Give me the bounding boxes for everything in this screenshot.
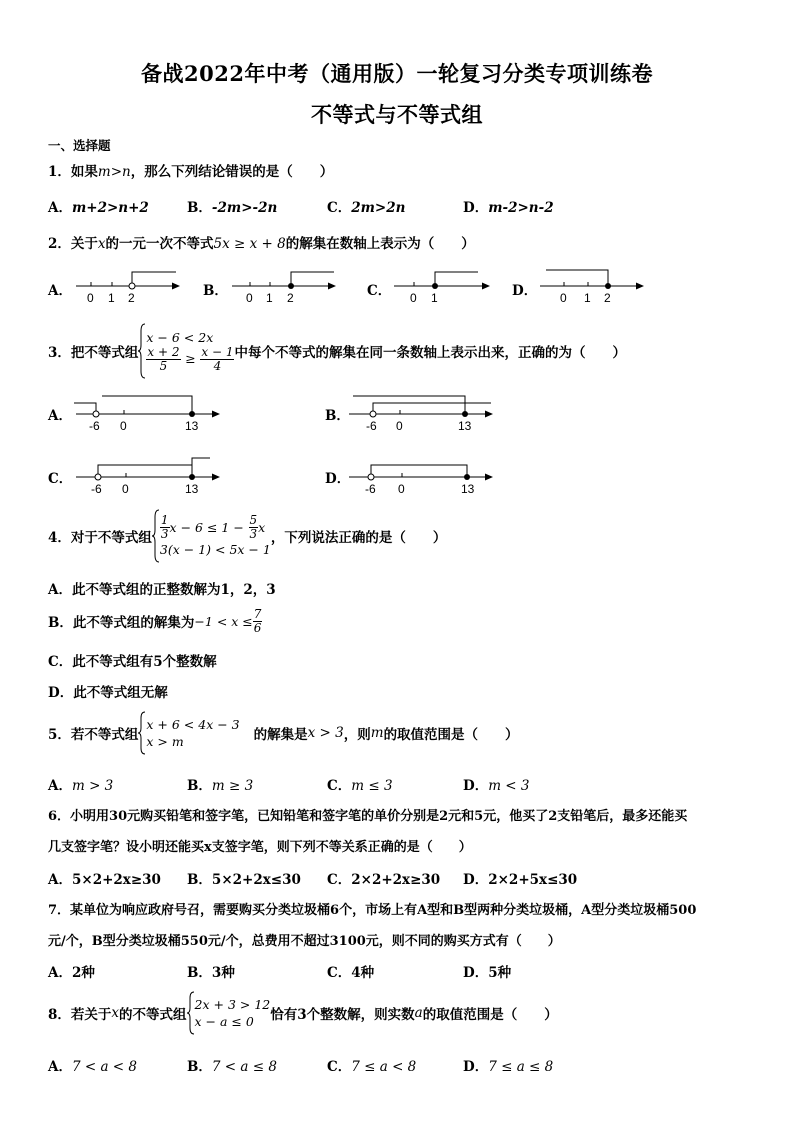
svg-text:1: 1 (584, 291, 591, 305)
svg-text:1: 1 (108, 291, 115, 305)
svg-text:13: 13 (185, 482, 199, 496)
svg-text:13: 13 (185, 419, 199, 433)
q8-option-d[interactable]: D．7 ≤ a ≤ 8 (463, 1059, 554, 1075)
q2-option-d-label[interactable]: D． (512, 283, 538, 299)
q5-brace (138, 711, 146, 755)
q5-system: x + 6 < 4x − 3 x > m (146, 717, 240, 749)
q7-option-d[interactable]: D．5种 (463, 965, 512, 981)
svg-text:0: 0 (120, 419, 127, 433)
q3-number-line-c (72, 453, 224, 497)
svg-text:13: 13 (458, 419, 472, 433)
q7-option-c[interactable]: C．4种 (327, 965, 375, 981)
q3-number-line-d (345, 453, 497, 497)
q3-option-a-label[interactable]: A． (48, 408, 72, 424)
q3-option-d-label[interactable]: D． (325, 471, 351, 487)
svg-text:0: 0 (246, 291, 253, 305)
q5-option-b[interactable]: B．m ≥ 3 (187, 778, 254, 794)
q1-condition: m>n (97, 164, 131, 180)
svg-text:2: 2 (128, 291, 135, 305)
question-5: 5．若不等式组 x + 6 < 4x − 3 x > m 的解集是 x > 3 ，则 m 的取值范围是（ ） (48, 710, 519, 756)
q8-option-c[interactable]: C．7 ≤ a < 8 (327, 1059, 417, 1075)
q7-option-a[interactable]: A．2种 (48, 965, 95, 981)
q7-option-b[interactable]: B．3种 (187, 965, 235, 981)
q6-option-c[interactable]: C．2×2+2x≥30 (327, 872, 441, 888)
q6-option-a[interactable]: A．5×2+2x≥30 (48, 872, 161, 888)
svg-text:0: 0 (410, 291, 417, 305)
q5-option-a[interactable]: A．m > 3 (48, 778, 114, 794)
q3-system: x − 6 < 2x $\frac{x + 2}{5}$ ≥ $\frac{x - 1}{4}$ (146, 330, 234, 373)
q2-inequality: 5x ≥ x + 8 (213, 236, 286, 252)
q2-option-b-label[interactable]: B． (203, 283, 228, 299)
svg-text:0: 0 (122, 482, 129, 496)
question-6-line-2: 几支签字笔？设小明还能买x支签字笔，则下列不等关系正确的是（ ） (48, 840, 472, 855)
q4-system: $\frac{1}{3}$ x − 6 ≤ 1 − $\frac{5}{3}$ x 3(x − 1) < 5x − 1 (159, 513, 271, 557)
svg-text:-6: -6 (365, 482, 376, 496)
q8-option-b[interactable]: B．7 < a ≤ 8 (187, 1059, 277, 1075)
svg-text:0: 0 (560, 291, 567, 305)
q2-number-line-c (390, 265, 494, 307)
svg-text:2: 2 (604, 291, 611, 305)
question-2: 2．关于x的一元一次不等式5x ≥ x + 8的解集在数轴上表示为（ ） (48, 236, 475, 252)
q2-option-c-label[interactable]: C． (367, 283, 392, 299)
q2-number-line-d (536, 265, 648, 307)
q1-option-b[interactable]: B．-2m>-2n (187, 200, 278, 216)
svg-text:0: 0 (396, 419, 403, 433)
q4-option-b[interactable]: B．此不等式组的解集为 −1 < x ≤ $\frac{7}{6}$ (48, 606, 262, 635)
q3-brace (138, 323, 146, 379)
page-title: 备战2022年中考（通用版）一轮复习分类专项训练卷 (141, 61, 653, 86)
q4-option-c[interactable]: C．此不等式组有5个整数解 (48, 654, 217, 670)
q5-option-d[interactable]: D．m < 3 (463, 778, 530, 794)
question-7-line-1: 7．某单位为响应政府号召，需要购买分类垃圾桶6个，市场上有A型和B型两种分类垃圾桶，A型分类垃圾桶500 (48, 903, 697, 918)
question-7-line-2: 元/个，B型分类垃圾桶550元/个，总费用不超过3100元，则不同的购买方式有（ ） (48, 934, 561, 949)
question-4: 4．对于不等式组 $\frac{1}{3}$ x − 6 ≤ 1 − $\frac{5}{3}$ x 3(x − 1) < 5x − 1 ，下列说法正确的是（ ） (48, 508, 446, 564)
svg-text:-6: -6 (91, 482, 102, 496)
svg-text:2: 2 (287, 291, 294, 305)
q1-option-a[interactable]: A．m+2>n+2 (48, 200, 149, 216)
q8-system: 2x + 3 > 12 x − a ≤ 0 (194, 997, 271, 1029)
question-1 (48, 160, 333, 180)
svg-text:1: 1 (266, 291, 273, 305)
q5-option-c[interactable]: C．m ≤ 3 (327, 778, 393, 794)
svg-text:0: 0 (398, 482, 405, 496)
q8-brace (187, 991, 195, 1035)
q1-option-c[interactable]: C．2m>2n (327, 200, 406, 216)
q1-option-d[interactable]: D．m-2>n-2 (463, 200, 554, 216)
page-subtitle: 不等式与不等式组 (311, 102, 483, 127)
q3-number-line-b (345, 390, 497, 434)
q3-number-line-a (72, 390, 224, 434)
svg-text:1: 1 (431, 291, 438, 305)
q4-option-d[interactable]: D．此不等式组无解 (48, 685, 168, 701)
q2-number-line-b (228, 265, 340, 307)
q4-brace (152, 509, 160, 563)
q2-number-line-a (72, 265, 184, 307)
question-3: 3．把不等式组 x − 6 < 2x $\frac{x + 2}{5}$ ≥ $\frac{x - 1}{4}$ 中每个不等式的解集在同一条数轴上表示出来，正确的为（ ） (48, 322, 626, 380)
question-6-line-1: 6．小明用30元购买铅笔和签字笔，已知铅笔和签字笔的单价分别是2元和5元，他买了2支铅笔后，最多还能买 (48, 809, 688, 824)
svg-text:13: 13 (461, 482, 475, 496)
svg-text:-6: -6 (366, 419, 377, 433)
svg-text:0: 0 (87, 291, 94, 305)
q2-option-a-label[interactable]: A． (48, 283, 72, 299)
q6-option-d[interactable]: D．2×2+5x≤30 (463, 872, 578, 888)
section-heading: 一、选择题 (48, 138, 111, 153)
svg-text:-6: -6 (89, 419, 100, 433)
q8-option-a[interactable]: A．7 < a < 8 (48, 1059, 137, 1075)
q1-stem-pre: 1．如果 (48, 164, 98, 180)
q3-option-c-label[interactable]: C． (48, 471, 73, 487)
q4-option-a[interactable]: A．此不等式组的正整数解为1，2，3 (48, 582, 276, 598)
question-8: 8．若关于 x 的不等式组 2x + 3 > 12 x − a ≤ 0 恰有3个整数解，则实数 a 的取值范围是（ ） (48, 990, 558, 1036)
q6-option-b[interactable]: B．5×2+2x≤30 (187, 872, 301, 888)
q3-option-b-label[interactable]: B． (325, 408, 350, 424)
q1-stem-post: ，那么下列结论错误的是（ ） (130, 164, 334, 180)
